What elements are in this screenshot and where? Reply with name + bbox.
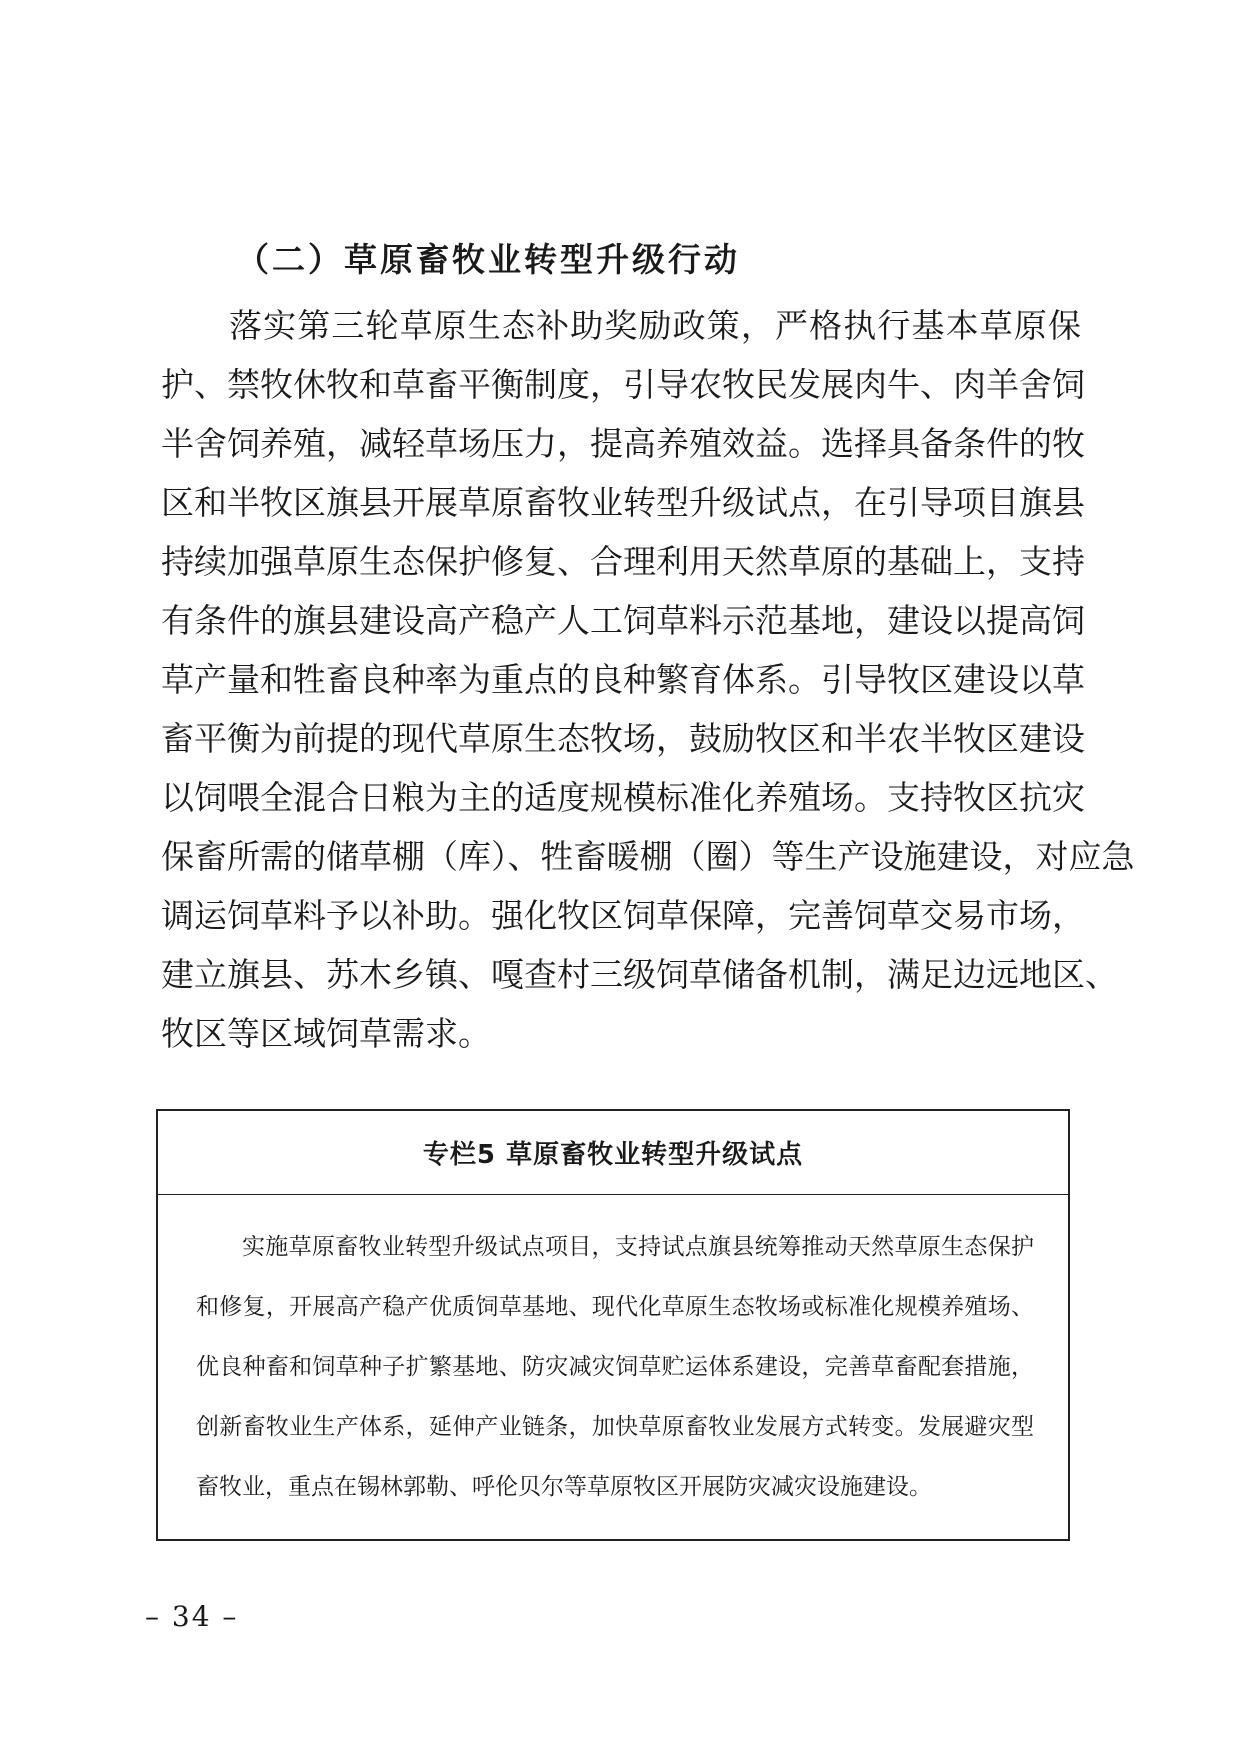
paragraph-line: 持续加强草原生态保护修复、合理利用天然草原的基础上，支持 [161, 542, 1085, 581]
paragraph-line: 畜平衡为前提的现代草原生态牧场，鼓励牧区和半农半牧区建设 [161, 719, 1085, 758]
section-paragraph [161, 296, 1135, 1063]
paragraph-line: 以饲喂全混合日粮为主的适度规模标准化养殖场。支持牧区抗灾 [161, 778, 1085, 817]
paragraph-line: 护、禁牧休牧和草畜平衡制度，引导农牧民发展肉牛、肉羊舍饲 [161, 365, 1085, 404]
paragraph-line: 落实第三轮草原生态补助奖励政策，严格执行基本草原保 [229, 306, 1081, 345]
column-box-title: 专栏5 草原畜牧业转型升级试点 [158, 1111, 1068, 1195]
paragraph-line: 牧区等区域饲草需求。 [161, 1014, 491, 1053]
paragraph-line: 草产量和牲畜良种率为重点的良种繁育体系。引导牧区建设以草 [161, 660, 1085, 699]
column-box-line: 优良种畜和饲草种子扩繁基地、防灾减灾饲草贮运体系建设，完善草畜配套措施， [196, 1354, 1034, 1380]
column-box-body [158, 1195, 1068, 1517]
column-box-line: 创新畜牧业生产体系，延伸产业链条，加快草原畜牧业发展方式转变。发展避灾型 [196, 1414, 1034, 1440]
paragraph-line: 保畜所需的储草棚（库）、牲畜暖棚（圈）等生产设施建设，对应急 [161, 837, 1135, 876]
paragraph-line: 有条件的旗县建设高产稳产人工饲草料示范基地，建设以提高饲 [161, 601, 1085, 640]
column-box-line: 实施草原畜牧业转型升级试点项目，支持试点旗县统筹推动天然草原生态保护 [242, 1234, 1034, 1260]
column-box-line: 和修复，开展高产稳产优质饲草基地、现代化草原生态牧场或标准化规模养殖场、 [196, 1294, 1034, 1320]
paragraph-line: 建立旗县、苏木乡镇、嘎查村三级饲草储备机制，满足边远地区、 [161, 955, 1118, 994]
column-box-line: 畜牧业，重点在锡林郭勒、呼伦贝尔等草原牧区开展防灾减灾设施建设。 [196, 1474, 932, 1500]
paragraph-line: 区和半牧区旗县开展草原畜牧业转型升级试点，在引导项目旗县 [161, 483, 1085, 522]
column-box [156, 1109, 1070, 1541]
section-heading: （二）草原畜牧业转型升级行动 [236, 240, 740, 279]
paragraph-line: 半舍饲养殖，减轻草场压力，提高养殖效益。选择具备条件的牧 [161, 424, 1085, 463]
page-number: – 34 – [145, 1600, 239, 1633]
paragraph-line: 调运饲草料予以补助。强化牧区饲草保障，完善饲草交易市场， [161, 896, 1085, 935]
